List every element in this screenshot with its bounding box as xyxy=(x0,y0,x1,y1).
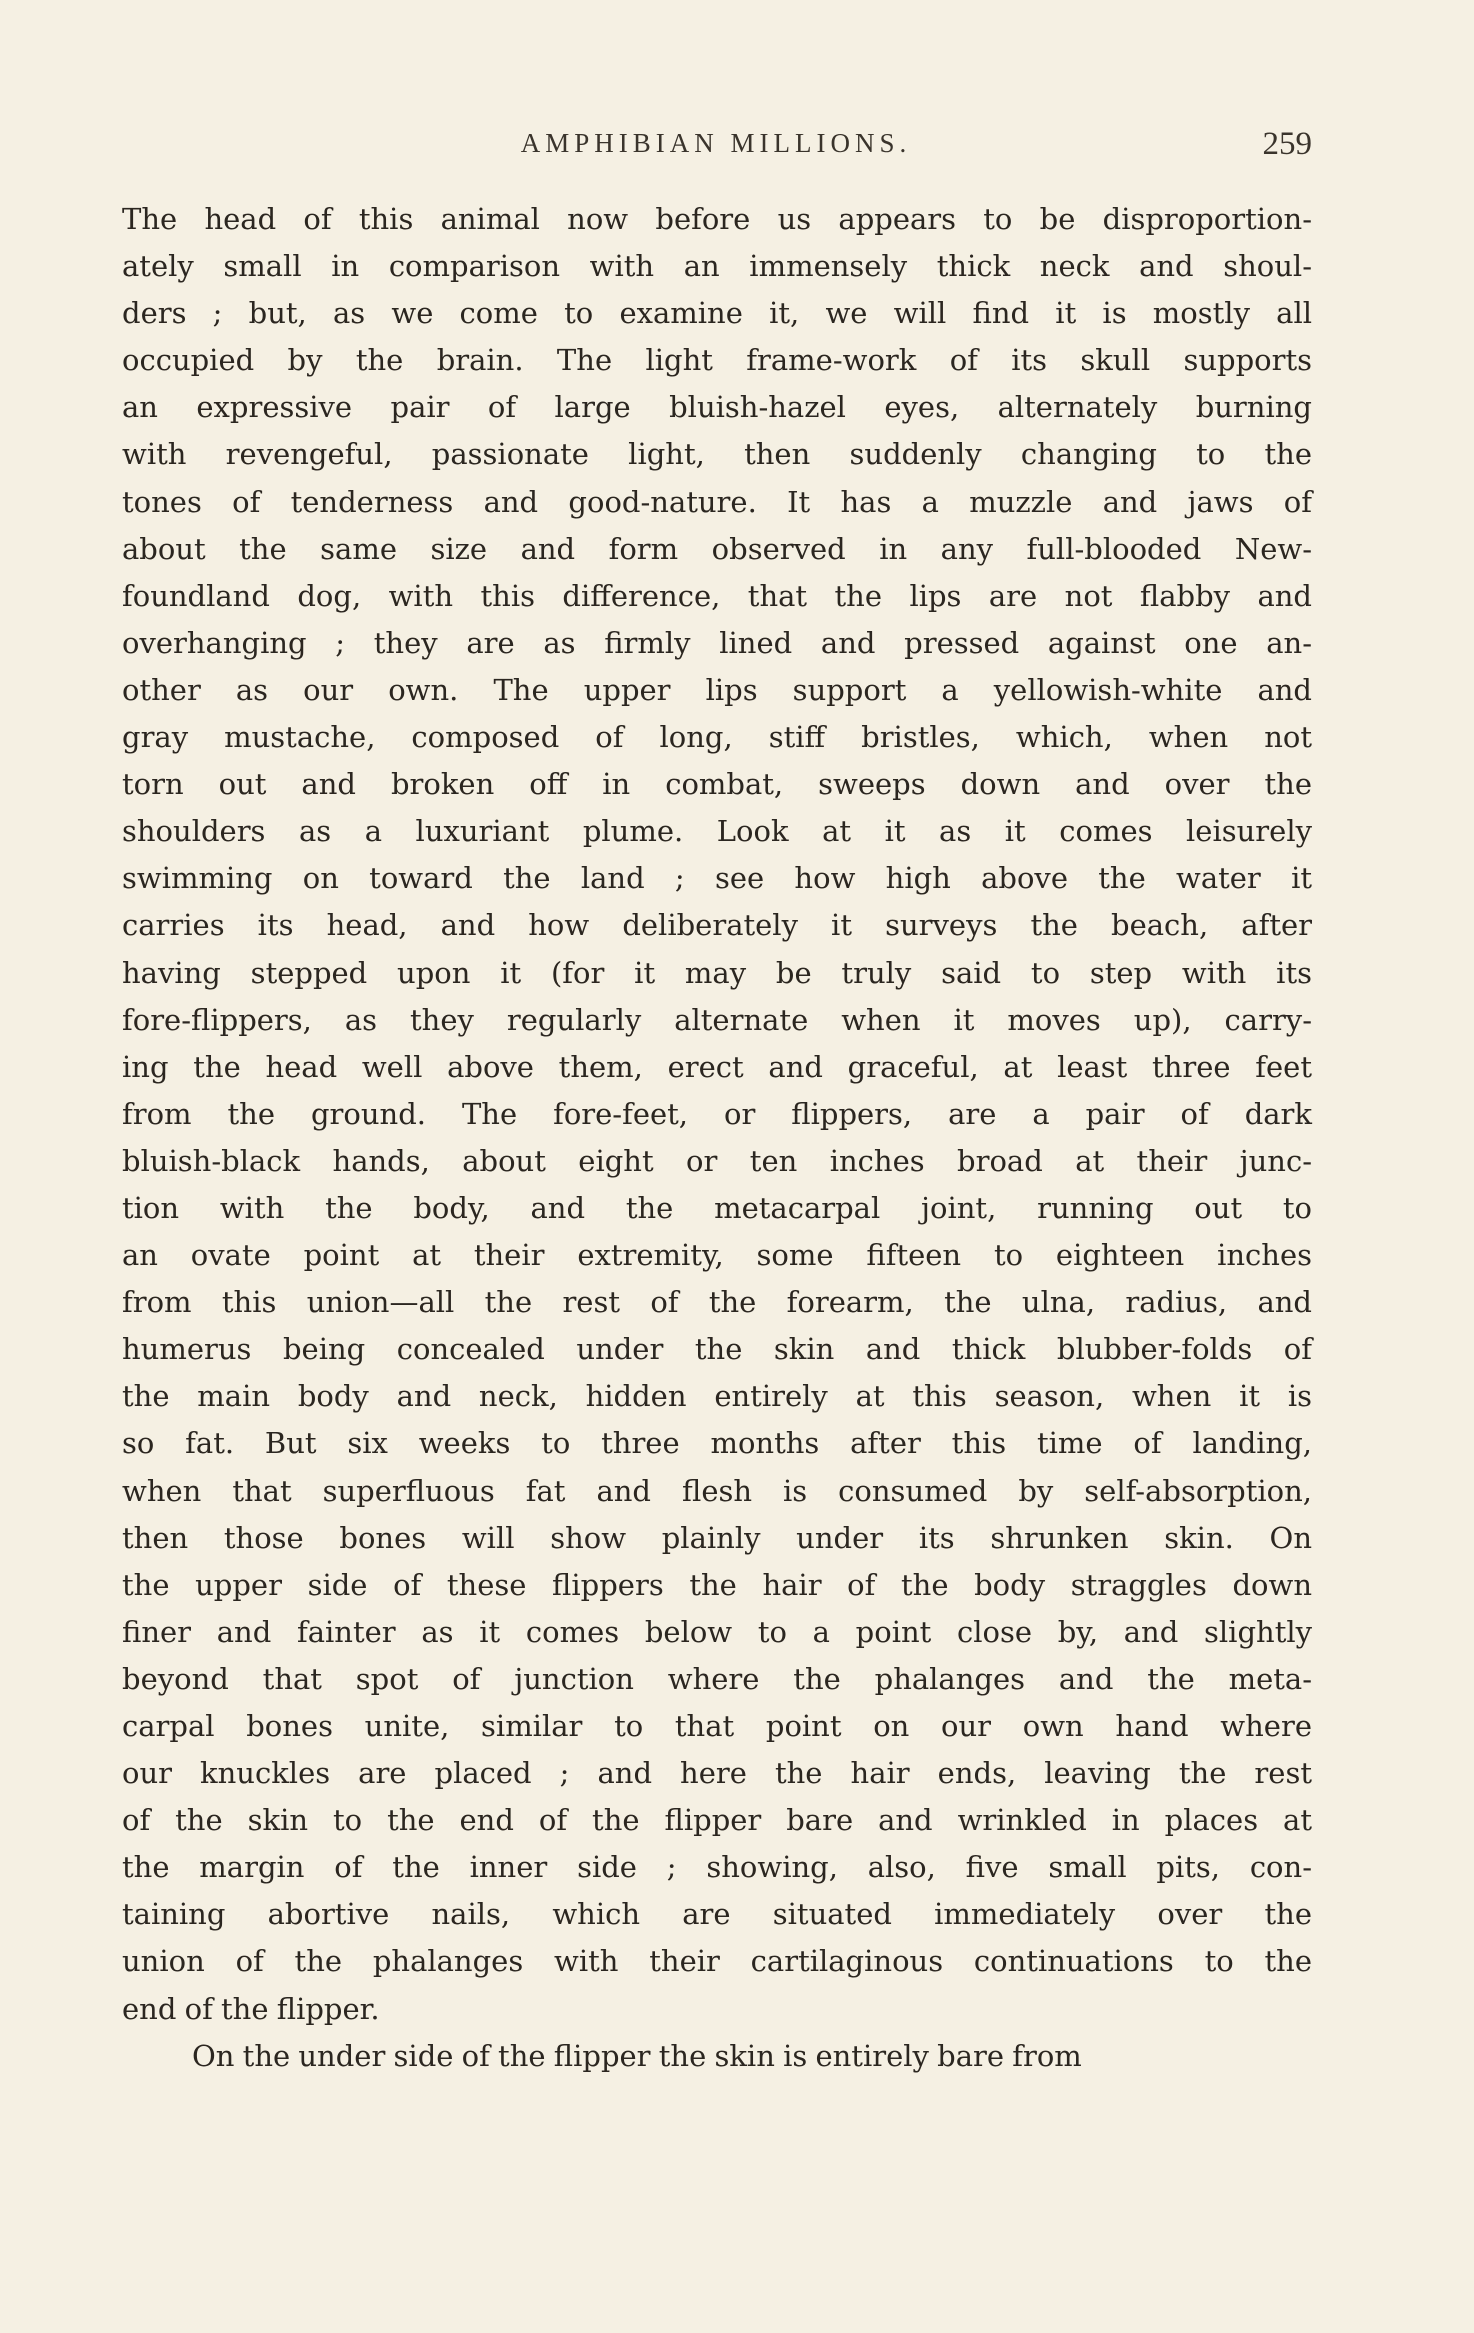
text-line: swimming on toward the land ; see how high above the water it xyxy=(122,861,1312,896)
text-line: an expressive pair of large bluish-hazel eyes, alternately burning xyxy=(122,390,1312,425)
text-line: our knuckles are placed ; and here the hair ends, leaving the rest xyxy=(122,1756,1312,1791)
text-line: carries its head, and how deliberately it surveys the beach, after xyxy=(122,908,1312,943)
text-line: tones of tenderness and good-nature. It has a muzzle and jaws of xyxy=(122,484,1312,519)
text-line: gray mustache, composed of long, stiff bristles, which, when not xyxy=(122,720,1312,755)
text-line: torn out and broken off in combat, sweeps down and over the xyxy=(122,767,1312,802)
text-line: fore-flippers, as they regularly alternate when it moves up), carry- xyxy=(122,1002,1312,1037)
text-line: an ovate point at their extremity, some fifteen to eighteen inches xyxy=(122,1238,1312,1273)
text-line: overhanging ; they are as firmly lined and pressed against one an- xyxy=(122,625,1312,660)
text-line: the upper side of these flippers the hair of the body straggles down xyxy=(122,1567,1312,1602)
text-line: having stepped upon it (for it may be truly said to step with its xyxy=(122,955,1312,990)
text-line: finer and fainter as it comes below to a point close by, and slightly xyxy=(122,1614,1312,1649)
text-line: humerus being concealed under the skin and thick blubber-folds of xyxy=(122,1332,1312,1367)
text-line: foundland dog, with this difference, that the lips are not flabby and xyxy=(122,578,1312,613)
text-line: from the ground. The fore-feet, or flippers, are a pair of dark xyxy=(122,1096,1312,1131)
body-text xyxy=(122,196,1312,2080)
text-line: other as our own. The upper lips support a yellowish-white and xyxy=(122,672,1312,707)
running-title: AMPHIBIAN MILLIONS. xyxy=(520,128,912,158)
paragraph-end-line: end of the flipper. xyxy=(122,1991,380,2026)
text-line: about the same size and form observed in any full-blooded New- xyxy=(122,531,1312,566)
text-line: from this union—all the rest of the forearm, the ulna, radius, and xyxy=(122,1285,1312,1320)
text-line: shoulders as a luxuriant plume. Look at it as it comes leisurely xyxy=(122,814,1312,849)
text-line: The head of this animal now before us appears to be disproportion- xyxy=(122,202,1312,236)
text-line: bluish-black hands, about eight or ten inches broad at their junc- xyxy=(122,1143,1312,1178)
text-line: tion with the body, and the metacarpal joint, running out to xyxy=(122,1190,1312,1225)
text-line: occupied by the brain. The light frame-work of its skull supports xyxy=(122,343,1312,378)
page-number: 259 xyxy=(1262,126,1312,162)
text-line: then those bones will show plainly under its shrunken skin. On xyxy=(122,1520,1312,1555)
text-line: of the skin to the end of the flipper bare and wrinkled in places at xyxy=(122,1803,1312,1838)
text-line: carpal bones unite, similar to that point on our own hand where xyxy=(122,1709,1312,1743)
text-line: ing the head well above them, erect and graceful, at least three feet xyxy=(122,1049,1312,1084)
paragraph-start-line: On the under side of the flipper the skin is entirely bare from xyxy=(192,2038,1082,2073)
text-line: the main body and neck, hidden entirely at this season, when it is xyxy=(122,1379,1312,1414)
text-line: the margin of the inner side ; showing, also, five small pits, con- xyxy=(122,1850,1312,1885)
text-line: so fat. But six weeks to three months after this time of landing, xyxy=(122,1426,1312,1461)
text-line: taining abortive nails, which are situated immediately over the xyxy=(122,1897,1312,1932)
text-line: union of the phalanges with their cartilaginous continuations to the xyxy=(122,1944,1312,1979)
text-line: beyond that spot of junction where the phalanges and the meta- xyxy=(122,1661,1312,1696)
running-header xyxy=(120,128,1312,168)
text-line: ders ; but, as we come to examine it, we will find it is mostly all xyxy=(122,296,1312,331)
text-line: with revengeful, passionate light, then suddenly changing to the xyxy=(122,437,1312,472)
text-line: ately small in comparison with an immensely thick neck and shoul- xyxy=(122,249,1312,284)
text-line: when that superfluous fat and flesh is consumed by self-absorption, xyxy=(122,1473,1312,1508)
